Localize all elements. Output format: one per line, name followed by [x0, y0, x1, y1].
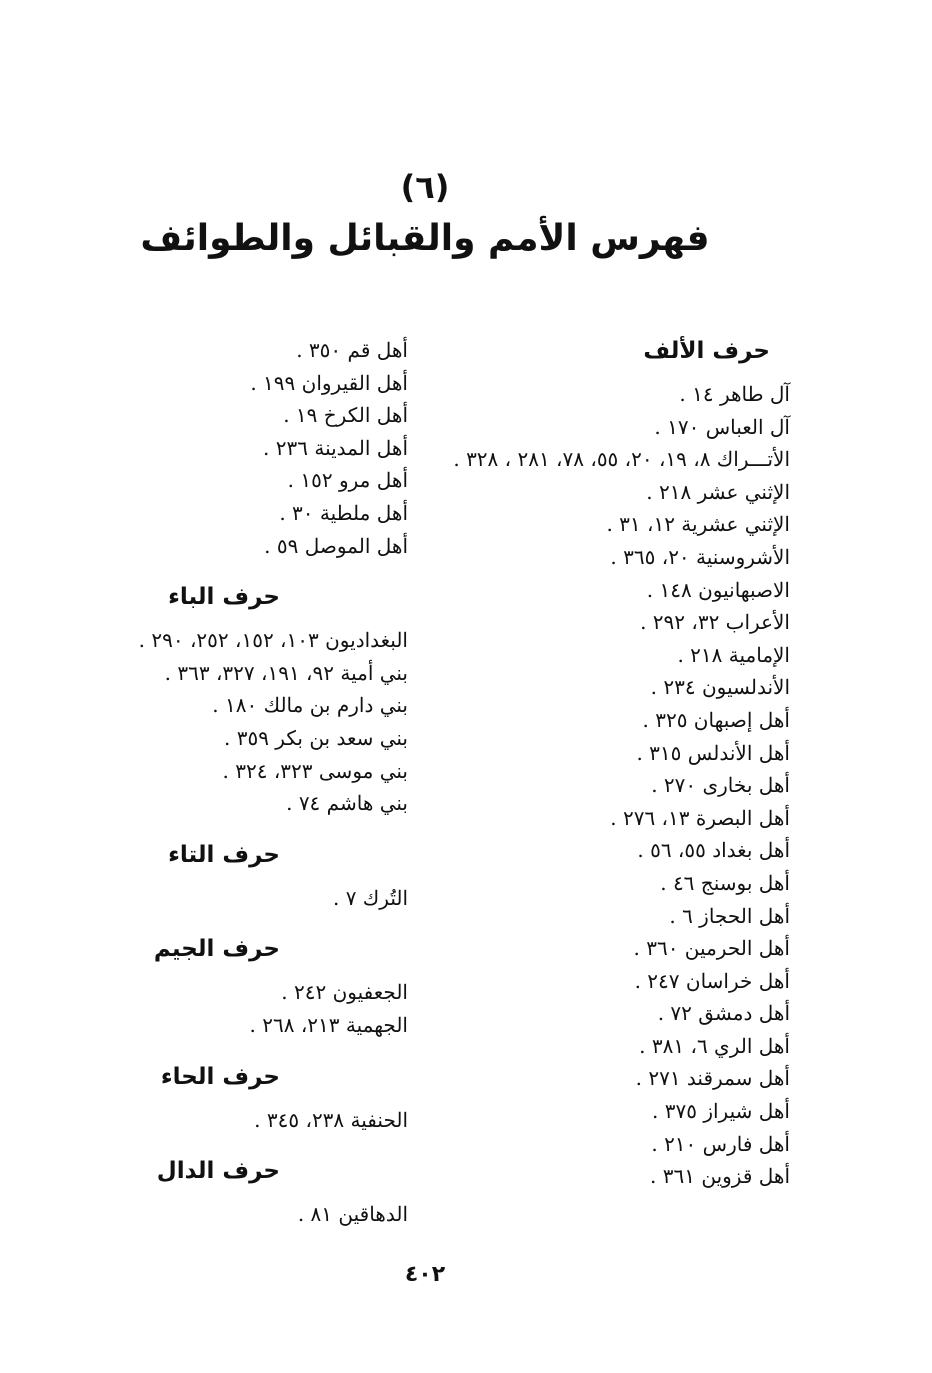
index-entry: بني موسى ٣٢٣، ٣٢٤ . — [222, 758, 408, 783]
index-entry: الجعفيون ٢٤٢ . — [281, 980, 408, 1005]
index-entry: أهل الحجاز ٦ . — [669, 903, 790, 928]
index-entry: أهل الموصل ٥٩ . — [264, 533, 408, 558]
index-entry: الاصبهانيون ١٤٨ . — [646, 577, 790, 602]
left-column — [8, 334, 408, 1231]
index-entry: أهل بخارى ٢٧٠ . — [651, 773, 790, 798]
index-entry: الإثني عشرية ١٢، ٣١ . — [606, 512, 790, 537]
right-column — [390, 334, 790, 1193]
section-heading-ha: حرف الحاء — [160, 1063, 280, 1090]
index-entry: أهل شيراز ٣٧٥ . — [652, 1099, 790, 1124]
index-entry: بني أمية ٩٢، ١٩١، ٣٢٧، ٣٦٣ . — [164, 660, 408, 685]
section-heading-ta: حرف التاء — [168, 841, 280, 868]
index-entry: أهل قم ٣٥٠ . — [296, 338, 408, 362]
index-entry: بني دارم بن مالك ١٨٠ . — [212, 693, 408, 718]
index-entry: أهل قزوين ٣٦١ . — [650, 1164, 790, 1189]
index-entry: الإمامية ٢١٨ . — [677, 642, 790, 667]
index-entry: أهل خراسان ٢٤٧ . — [634, 968, 790, 993]
index-entry: أهل إصبهان ٣٢٥ . — [642, 707, 790, 732]
index-entry: الجهمية ٢١٣، ٢٦٨ . — [249, 1012, 408, 1037]
index-entry: أهل مرو ١٥٢ . — [287, 468, 408, 493]
index-entry: الدهاقين ٨١ . — [297, 1202, 408, 1227]
index-entry: البغداديون ١٠٣، ١٥٢، ٢٥٢، ٢٩٠ . — [138, 628, 408, 653]
index-entry: أهل بوسنج ٤٦ . — [660, 870, 790, 895]
index-entry: أهل بغداد ٥٥، ٥٦ . — [637, 838, 790, 863]
page-title: فهرس الأمم والقبائل والطوائف — [140, 218, 710, 259]
index-entry: الإثني عشر ٢١٨ . — [646, 479, 790, 504]
index-entry: الأعراب ٣٢، ٢٩٢ . — [640, 610, 790, 635]
section-heading-ba: حرف الباء — [168, 584, 280, 611]
index-entry: أهل المدينة ٢٣٦ . — [263, 435, 408, 460]
index-entry: أهل الأندلس ٣١٥ . — [636, 740, 790, 765]
index-entry: أهل فارس ٢١٠ . — [651, 1131, 790, 1156]
section-heading-alif: حرف الألف — [643, 338, 770, 364]
index-entry: الأندلسيون ٢٣٤ . — [650, 675, 790, 700]
index-entry: أهل ملطية ٣٠ . — [279, 500, 408, 525]
index-entry: بني هاشم ٧٤ . — [286, 791, 408, 816]
index-entry: أهل البصرة ١٣، ٢٧٦ . — [610, 805, 790, 830]
index-entry: أهل الكرخ ١٩ . — [283, 403, 408, 428]
section-number: (٦) — [400, 168, 450, 206]
index-entry: التُرك ٧ . — [332, 885, 408, 910]
index-entry: بني سعد بن بكر ٣٥٩ . — [224, 725, 408, 750]
index-entry: الحنفية ٢٣٨، ٣٤٥ . — [254, 1107, 408, 1132]
index-entry: الأتـــراك ٨، ١٩، ٢٠، ٥٥، ٧٨، ٢٨١ ، ٣٢٨ . — [453, 447, 790, 472]
index-entry: أهل الحرمين ٣٦٠ . — [633, 936, 790, 961]
index-entry: أهل دمشق ٧٢ . — [657, 1001, 790, 1026]
index-entry: آل طاهر ١٤ . — [679, 382, 790, 406]
page-number: ٤٠٢ — [404, 1262, 446, 1287]
index-entry: أهل القيروان ١٩٩ . — [250, 370, 408, 395]
section-heading-jim: حرف الجيم — [153, 936, 280, 963]
index-entry: الأشروسنية ٢٠، ٣٦٥ . — [610, 544, 790, 569]
section-heading-dal: حرف الدال — [156, 1158, 280, 1185]
index-entry: آل العباس ١٧٠ . — [654, 414, 790, 439]
index-entry: أهل الري ٦، ٣٨١ . — [639, 1033, 790, 1058]
index-entry: أهل سمرقند ٢٧١ . — [635, 1066, 790, 1091]
